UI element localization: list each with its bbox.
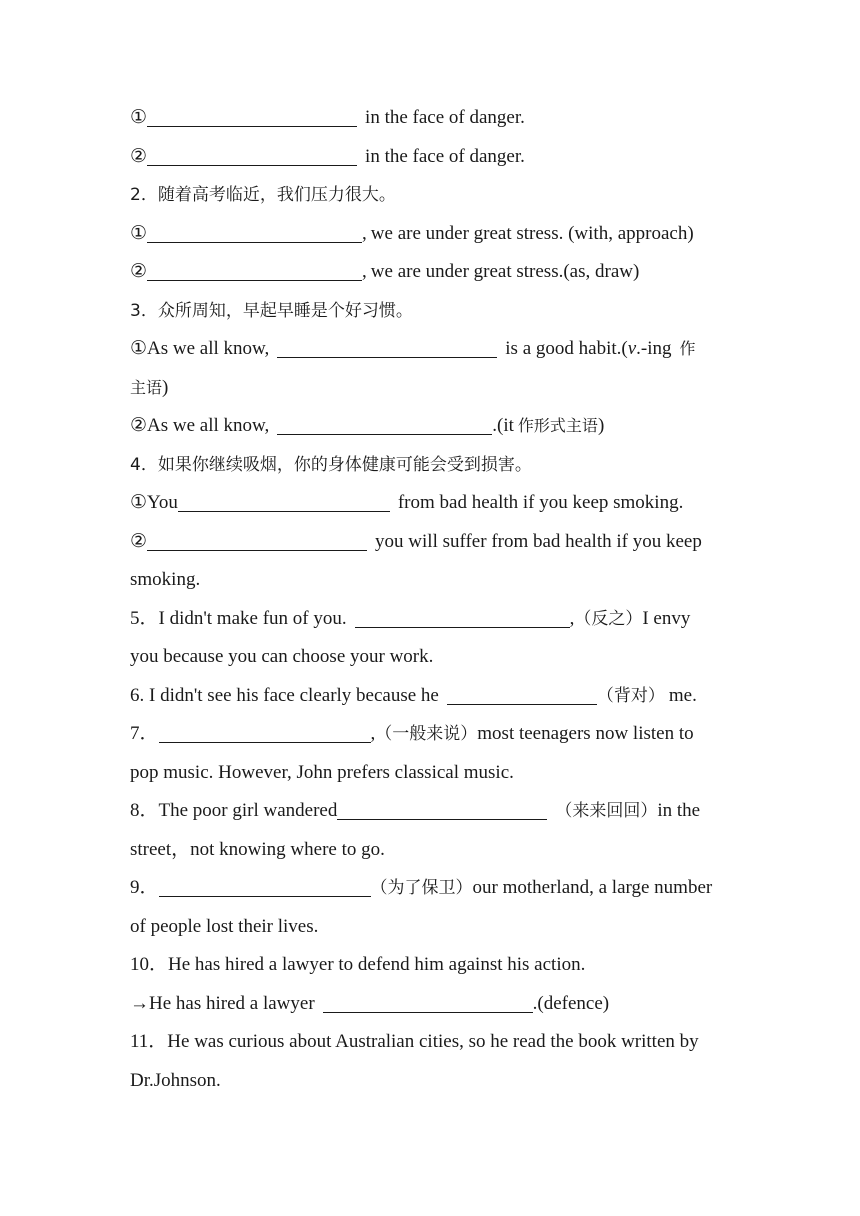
question-3-title <box>130 292 730 331</box>
line-text: .(defence) <box>532 992 610 1014</box>
question-10-title <box>130 946 730 985</box>
line-text: of people lost their lives. <box>130 915 319 937</box>
line-text: in the <box>657 800 701 821</box>
line-text: our motherland, a large number <box>472 877 713 898</box>
answer-blank[interactable] <box>147 145 357 166</box>
cn-hint: （背对） <box>596 685 665 706</box>
answer-blank[interactable] <box>147 530 367 551</box>
question-2a <box>130 215 730 254</box>
answer-blank[interactable] <box>147 222 362 243</box>
answer-blank[interactable] <box>159 876 371 897</box>
cn-note: 主语 <box>130 377 163 397</box>
question-7-cont <box>130 754 730 793</box>
line-text: 11．He was curious about Australian cities, so he read the book written by <box>130 1031 699 1052</box>
prefix: →He has hired a lawyer <box>130 992 315 1014</box>
cn-hint: （一般来说） <box>375 724 478 744</box>
line-text: 10．He has hired a lawyer to defend him against his action. <box>130 954 586 975</box>
ing-text: .-ing <box>636 338 672 359</box>
answer-blank[interactable] <box>355 607 570 628</box>
line-text: smoking. <box>130 569 201 590</box>
question-2-title <box>130 176 730 215</box>
comma: , <box>362 222 367 244</box>
question-4b <box>130 523 730 562</box>
cn-hint: （来来回回） <box>555 801 658 821</box>
answer-blank[interactable] <box>323 992 533 1013</box>
cn-hint: （为了保卫） <box>370 878 473 898</box>
line-2 <box>130 138 730 177</box>
question-9 <box>130 869 730 908</box>
line-text: most teenagers now listen to <box>477 723 694 744</box>
prefix: ①You <box>130 492 178 513</box>
question-11-cont <box>130 1062 730 1101</box>
comma: , <box>569 607 575 629</box>
question-3a-cont <box>130 369 730 408</box>
answer-blank[interactable] <box>147 260 362 281</box>
exercise-page <box>130 99 730 1100</box>
prefix: ①As we all know, <box>130 338 270 359</box>
question-8 <box>130 792 730 831</box>
close-paren: ) <box>162 376 169 398</box>
close-paren: ) <box>597 415 605 436</box>
prefix: 8．The poor girl wandered <box>130 800 338 821</box>
question-title: 4．如果你继续吸烟，你的身体健康可能会受到损害。 <box>130 454 532 475</box>
prefix: 6. I didn't see his face clearly because he <box>130 684 439 706</box>
line-text: street，not knowing where to go. <box>130 838 385 860</box>
line-text: I envy <box>642 607 691 629</box>
line-text: is a good habit.( <box>505 338 628 359</box>
line-text: Dr.Johnson. <box>130 1069 221 1091</box>
answer-blank[interactable] <box>277 414 492 435</box>
question-6 <box>130 677 730 716</box>
question-title: 3．众所周知，早起早睡是个好习惯。 <box>130 300 413 321</box>
line-text: in the face of danger. <box>365 107 525 128</box>
marker: ① <box>130 222 148 244</box>
prefix: 9． <box>130 877 159 898</box>
question-2b <box>130 253 730 292</box>
comma: , <box>370 723 376 744</box>
prefix: ②As we all know, <box>130 415 270 436</box>
answer-blank[interactable] <box>159 722 371 743</box>
prefix: 5．I didn't make fun of you. <box>130 607 347 629</box>
line-text: .(it <box>492 415 514 436</box>
question-9-cont <box>130 908 730 947</box>
marker: ② <box>130 145 148 167</box>
line-text: we are under great stress. (with, approach) <box>370 222 694 244</box>
cn-note: 作形式主语 <box>517 416 598 435</box>
question-4-title <box>130 446 730 485</box>
line-1 <box>130 99 730 138</box>
question-4b-cont <box>130 561 730 600</box>
line-text: you because you can choose your work. <box>130 646 434 667</box>
line-text: you will suffer from bad health if you keep <box>375 530 702 552</box>
answer-blank[interactable] <box>337 799 547 820</box>
marker: ② <box>130 261 148 282</box>
marker: ① <box>130 107 148 128</box>
question-10 <box>130 985 730 1024</box>
question-5 <box>130 600 730 639</box>
question-11 <box>130 1023 730 1062</box>
answer-blank[interactable] <box>447 684 597 705</box>
italic-v: v <box>627 338 637 359</box>
question-8-cont <box>130 831 730 870</box>
line-text: from bad health if you keep smoking. <box>397 492 684 513</box>
prefix: 7． <box>130 723 159 744</box>
line-text: me. <box>668 684 697 706</box>
answer-blank[interactable] <box>147 106 357 127</box>
question-3a <box>130 330 730 369</box>
question-title: 2．随着高考临近，我们压力很大。 <box>130 185 396 205</box>
comma: , <box>362 261 367 282</box>
question-5-cont <box>130 638 730 677</box>
answer-blank[interactable] <box>178 491 390 512</box>
cn-hint: （反之） <box>574 608 643 629</box>
question-3b <box>130 407 730 446</box>
cn-note: 作 <box>679 339 696 358</box>
line-text: pop music. However, John prefers classical music. <box>130 761 514 783</box>
question-7 <box>130 715 730 754</box>
line-text: we are under great stress.(as, draw) <box>370 261 640 282</box>
question-4a <box>130 484 730 523</box>
answer-blank[interactable] <box>277 337 497 358</box>
line-text: in the face of danger. <box>365 145 525 167</box>
marker: ② <box>130 530 148 552</box>
